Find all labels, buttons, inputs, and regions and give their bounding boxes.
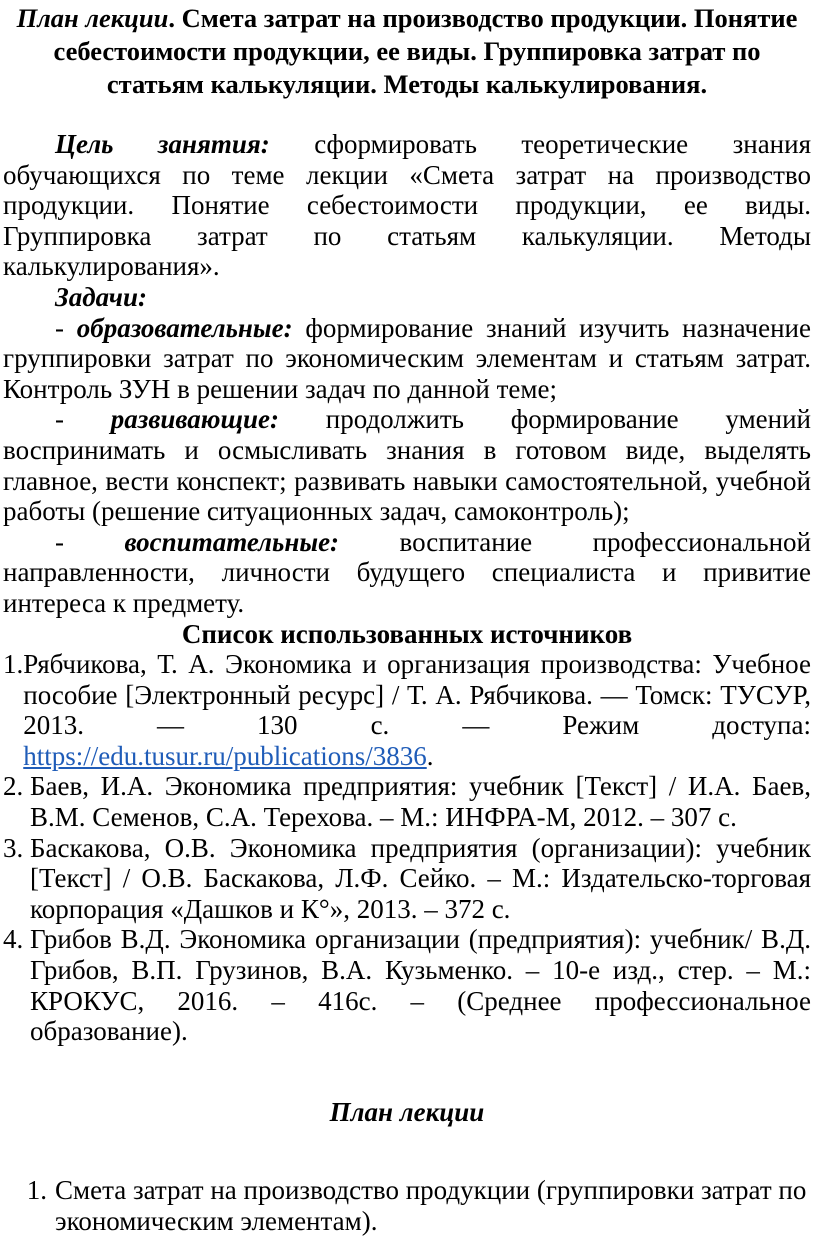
goal-label: Цель занятия: [55,129,270,159]
title-italic-part: План лекции [16,3,169,33]
task-developing: - развивающие: продолжить формирование умений воспринимать и осмысливать знания в готовом виде, выделять главное, вести конспект; развивать навыки самостоятельной, учебной работы (решение ситуационных задач, самоконтроль); [3,404,811,527]
plan-heading: План лекции [329,1096,485,1127]
source-item: 1. Рябчикова, Т. А. Экономика и организация производства: Учебное пособие [Электронный ресурс] / Т. А. Рябчикова. — Томск: ТУСУР, 2013. — 130 с. — Режим доступа: https://edu.tusur.ru/publications/3836. [3,649,811,771]
sources-heading: Список использованных источников [181,618,633,649]
task-educational: - образовательные: формирование знаний изучить назначение группировки затрат по экономическим элементам и статьям затрат. Контроль ЗУН в решении задач по данной теме; [3,312,811,404]
task-label: образовательные: [76,312,293,343]
task-text: продолжить формирование умений воспринимать и осмысливать знания в готовом виде, выделять главное, вести конспект; развивать навыки самостоятельной, учебной работы (решение ситуационных задач, самоконтроль); [3,404,811,527]
goal-text: сформировать теоретические знания обучающихся по теме лекции «Смета затрат на производство продукции. Понятие себестоимости продукции, ее виды. Группировка затрат по статьям калькуляции. Методы калькулирования». [3,129,812,282]
task-label: воспитательные: [124,526,340,557]
source-link[interactable]: https://edu.tusur.ru/publications/3836 [23,740,427,771]
source-item: 3. Баскакова, О.В. Экономика предприятия (организации): учебник [Текст] / О.В. Баскакова, Л.Ф. Сейко. – М.: Издательско-торговая корпорация «Дашков и К°», 2013. – 372 с. [3,832,811,924]
lecture-title [3,2,811,101]
task-label: развивающие: [110,404,279,435]
plan-item: 1. Смета затрат на производство продукции (группировки затрат по экономическим элементам). [26,1175,807,1236]
source-item: 2. Баев, И.А. Экономика предприятия: учебник [Текст] / И.А. Баев, В.М. Семенов, С.А. Терехова. – М.: ИНФРА-М, 2012. – 307 с. [3,771,811,833]
task-upbringing: - воспитательные: воспитание профессиональной направленности, личности будущего специалиста и привитие интереса к предмету. [3,526,811,618]
source-item: 4. Грибов В.Д. Экономика организации (предприятия): учебник/ В.Д. Грибов, В.П. Грузинов, В.А. Кузьменко. – 10-е изд., стер. – М.: КРОКУС, 2016. – 416с. – (Среднее профессиональное образование). [3,924,811,1047]
title-rest: . Смета затрат на производство продукции. Понятие себестоимости продукции, ее виды. Группировка затрат по статьям калькуляции. Методы калькулирования. [53,3,798,99]
task-text: формирование знаний изучить назначение группировки затрат по экономическим элементам и статьям затрат. Контроль ЗУН в решении задач по данной теме; [3,312,811,404]
goal-paragraph [3,129,811,282]
task-text: воспитание профессиональной направленности, личности будущего специалиста и привитие интереса к предмету. [3,526,811,618]
tasks-heading: Задачи: [55,281,147,312]
